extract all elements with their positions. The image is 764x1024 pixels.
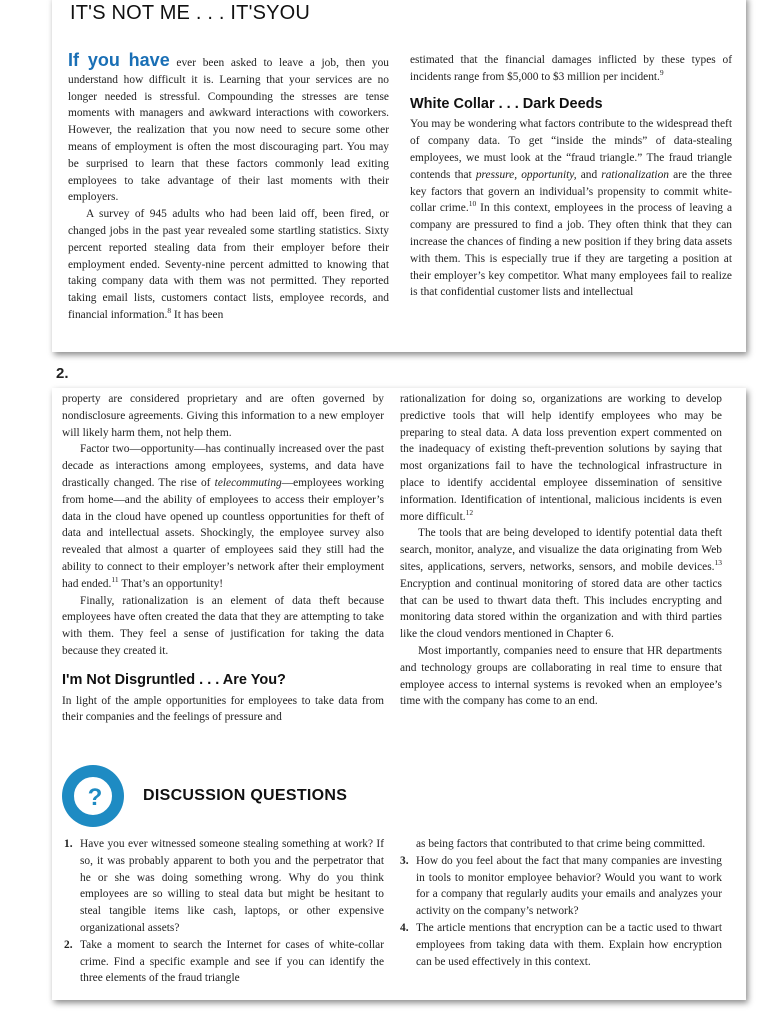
questions-right-column [400, 836, 722, 970]
monitoring-paragraph: The tools that are being developed to identify potential data theft search, monitor, analyze, and visualize the data originating from Web sites, applications, servers, networks, sensors, and mobile devices.$^{13}$ Encryption and continual monitoring of stored data are other tactics that can be used to thwart data theft. This includes encrypting and monitoring data stored within the organization and with third parties like the cloud vendors mentioned in Chapter 6. [400, 527, 722, 641]
intro-paragraph: If you have ever been asked to leave a job, then you understand how difficult it is. Learning that your services are no longer needed is stressful. Compounding the stresses are tense moments with managers and awkward interactions with coworkers. However, the realization that you now need to secure some other means of employment is often the most discouraging part. You may be surprised to learn that these factors commonly lead exiting employees to take advantage of their last moments with their employers. [68, 50, 389, 204]
panel2-left-column [62, 391, 384, 726]
question-mark-icon [62, 765, 124, 827]
question-item: 3. How do you feel about the fact that many companies are investing in tools to monitor employee behavior? Would you want to work for a company that regularly audits your emails and analyzes your activity on the company’s network? [400, 854, 722, 918]
predictive-tools-paragraph: rationalization for doing so, organizations are working to develop predictive tools that will help identify employees who may be preparing to steal data. A data loss prevention expert commented on the inadequacy of existing theft-prevention solutions by saying that most organizations fail to have the technological infrastructure in place to identify accidental employee dissemination of sensitive information. Identification of intentional, malicious incidents is even more difficult.$^{12}$ [400, 393, 722, 523]
damages-paragraph: estimated that the financial damages inflicted by these types of incidents range from $5,000 to $3 million per incident.$^9$ [410, 54, 732, 83]
panel2-right-column [400, 391, 722, 710]
survey-paragraph: A survey of 945 adults who had been laid off, been fired, or changed jobs in the past year revealed some startling statistics. Sixty percent reported stealing data from their employer before their employment ended. Seventy-nine percent admitted to knowing that taking company data with them was not permitted. They reported taking email lists, customers contact lists, employee records, and financial information.$^8$ It has been [68, 208, 389, 321]
discussion-questions-title: DISCUSSION QUESTIONS [143, 787, 348, 804]
opportunities-paragraph: In light of the ample opportunities for employees to take data from their companies and the feelings of pressure and [62, 694, 384, 724]
panel1-right-column [410, 52, 732, 301]
footnote-ref: 11 [111, 574, 119, 584]
question-continuation: as being factors that contributed to that crime being committed. [416, 838, 706, 850]
question-item: 2. Take a moment to search the Internet for cases of white-collar crime. Find a specific example and see if you can identify the three elements of the fraud triangle [64, 938, 384, 985]
footnote-ref: 10 [468, 199, 477, 209]
footnote-ref: 9 [659, 68, 664, 77]
section-heading-disgruntled: I'm Not Disgruntled . . . Are You? [62, 671, 286, 688]
fraud-triangle-paragraph: You may be wondering what factors contribute to the widespread theft of company data. To get “inside the minds” of data-stealing employees, we must look at the “fraud triangle.” The fraud triangle contends that pressure, opportunity, and rationalization are the three key factors that govern an individual’s propensity to commit white-collar crime.$^{10}$ In this context, employees in the process of leaving a company are pressured to find a job. They often think that they can increase the chances of finding a new position if they bring data assets with them. This is especially true if they are targeting a position at their employer’s key competitor. What many employees fail to realize is that confidential customer lists and intellectual [410, 118, 732, 299]
rationalization-paragraph: Finally, rationalization is an element of data theft because employees have often created the data that they are attempting to take with them. They feel a sense of justification for taking the data because they created it. [62, 594, 384, 657]
question-item: 4. The article mentions that encryption can be a tactic used to thwart employees from taking data with them. Explain how encryption can be used effectively in this context. [400, 921, 722, 968]
footnote-ref: 13 [714, 558, 722, 568]
questions-left-column [64, 836, 384, 987]
page-number: 2. [56, 365, 69, 382]
footnote-ref: 12 [465, 507, 474, 517]
section-heading-white-collar: White Collar . . . Dark Deeds [410, 95, 603, 112]
hr-collaboration-paragraph: Most importantly, companies need to ensure that HR departments and technology groups are collaborating in real time to ensure that employee access to internal systems is revoked when an employee’s time with the company has come to an end. [400, 644, 722, 708]
footnote-ref: 8 [167, 306, 172, 316]
question-list-left [64, 836, 384, 987]
opportunity-paragraph: Factor two—opportunity—has continually increased over the past decade as interactions among employees, systems, and data have drastically changed. The rise of telecommuting—employees working from home—and the ability of employees to access their employer’s data in the cloud have opened up countless opportunities for theft of data and intellectual assets. Shockingly, the employee survey also revealed that almost a quarter of employees said they still had the ability to connect to their employer’s network after their employment had ended.$^{11}$ That’s an opportunity! [62, 443, 384, 590]
page-title: IT'S NOT ME . . . IT'SYOU [70, 2, 311, 24]
proprietary-paragraph: property are considered proprietary and are often governed by nondisclosure agreements. Giving this information to a new employer will likely harm them, not help them. [62, 393, 384, 439]
lead-in: If you have [68, 50, 170, 70]
panel1-left-column [68, 52, 389, 324]
question-glyph: ? [87, 784, 103, 811]
question-icon-inner [72, 775, 114, 817]
question-list-right [400, 836, 722, 970]
question-item: 1. Have you ever witnessed someone stealing something at work? If so, it was probably apparent to both you and the perpetrator that he or she was doing something wrong. Why do you think employees are so willing to steal data but might be hesitant to steal tangible items like cash, laptops, or other expensive organizational assets? [64, 838, 384, 934]
